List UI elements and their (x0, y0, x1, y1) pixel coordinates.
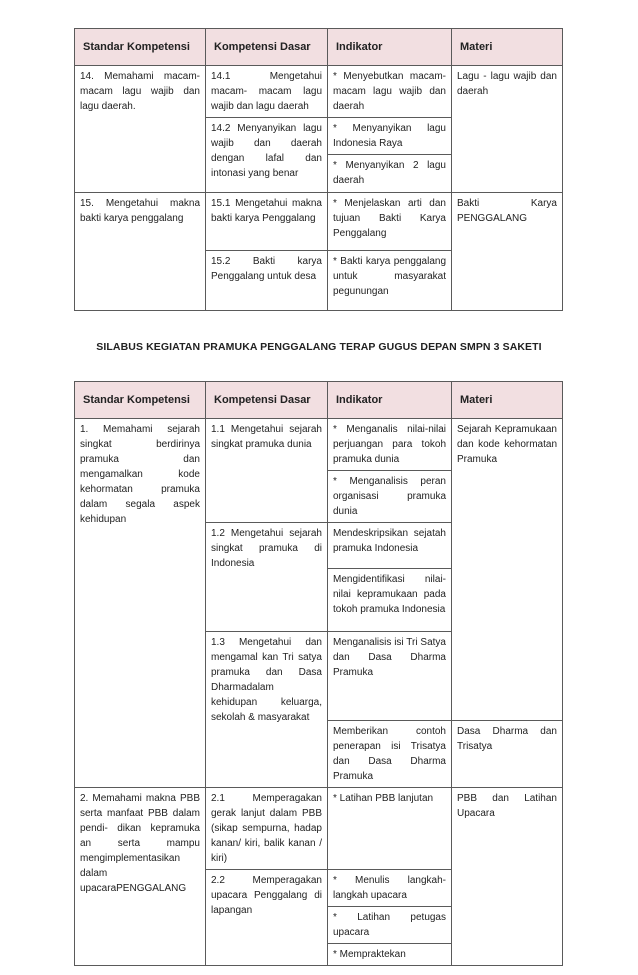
indikator-cell: * Latihan PBB lanjutan (328, 788, 452, 870)
indikator-cell: Mendeskripsikan sejatah pramuka Indonesia (328, 523, 452, 569)
indikator-cell: * Latihan petugas upacara (328, 907, 452, 944)
sk-cell: 1. Memahami sejarah singkat berdirinya pramuka dan mengamalkan kode kehormatan pramuka dalam segala aspek kehidupan (75, 419, 206, 788)
header-materi: Materi (452, 382, 563, 419)
header-standar-kompetensi: Standar Kompetensi (75, 29, 206, 66)
indikator-cell: * Menyanyikan lagu Indonesia Raya (328, 118, 452, 155)
indikator-cell: * Menulis langkah-langkah upacara (328, 870, 452, 907)
sk-cell: 15. Mengetahui makna bakti karya penggalang (75, 193, 206, 311)
indikator-cell: Mengidentifikasi nilai-nilai kepramukaan pada tokoh pramuka Indonesia (328, 569, 452, 632)
syllabus-title: SILABUS KEGIATAN PRAMUKA PENGGALANG TERAP GUGUS DEPAN SMPN 3 SAKETI (96, 341, 542, 353)
materi-cell: Bakti Karya PENGGALANG (452, 193, 563, 311)
materi-cell: PBB dan Latihan Upacara (452, 788, 563, 966)
kd-cell: 15.1 Mengetahui makna bakti karya Penggalang (206, 193, 328, 251)
materi-cell: Lagu - lagu wajib dan daerah (452, 66, 563, 193)
indikator-cell: * Bakti karya penggalang untuk masyarakat pegunungan (328, 251, 452, 311)
sk-cell: 2. Memahami makna PBB serta manfaat PBB dalam pendi- dikan kepramuka an serta mampu mengimplementasikan dalam upacaraPENGGALANG (75, 788, 206, 966)
kd-cell: 1.3 Mengetahui dan mengamal kan Tri satya pramuka dan Dasa Dharmadalam kehidupan keluarga, sekolah & masyarakat (206, 632, 328, 788)
indikator-cell: * Menyanyikan 2 lagu daerah (328, 155, 452, 193)
syllabus-table-2 (74, 381, 563, 966)
kd-cell: 2.2 Memperagakan upacara Penggalang di lapangan (206, 870, 328, 966)
header-materi: Materi (452, 29, 563, 66)
indikator-cell: * Mempraktekan (328, 944, 452, 966)
indikator-cell: Menganalisis isi Tri Satya dan Dasa Dharma Pramuka (328, 632, 452, 721)
kd-cell: 1.2 Mengetahui sejarah singkat pramuka di Indonesia (206, 523, 328, 632)
header-kompetensi-dasar: Kompetensi Dasar (206, 29, 328, 66)
kd-cell: 2.1 Memperagakan gerak lanjut dalam PBB (sikap sempurna, hadap kanan/ kiri, balik kanan / kiri) (206, 788, 328, 870)
kd-cell: 14.1 Mengetahui macam- macam lagu wajib dan lagu daerah (206, 66, 328, 118)
indikator-cell: * Menyebutkan macam- macam lagu wajib dan daerah (328, 66, 452, 118)
kd-cell: 15.2 Bakti karya Penggalang untuk desa (206, 251, 328, 311)
indikator-cell: * Menjelaskan arti dan tujuan Bakti Karya Penggalang (328, 193, 452, 251)
materi-cell: Dasa Dharma dan Trisatya (452, 721, 563, 788)
kd-cell: 14.2 Menyanyikan lagu wajib dan daerah dengan lafal dan intonasi yang benar (206, 118, 328, 193)
indikator-cell: Memberikan contoh penerapan isi Trisatya dan Dasa Dharma Pramuka (328, 721, 452, 788)
indikator-cell: * Menganalis nilai-nilai perjuangan para tokoh pramuka dunia (328, 419, 452, 471)
header-standar-kompetensi: Standar Kompetensi (75, 382, 206, 419)
materi-cell: Sejarah Kepramukaan dan kode kehormatan Pramuka (452, 419, 563, 721)
indikator-cell: * Menganalisis peran organisasi pramuka dunia (328, 471, 452, 523)
syllabus-table-1 (74, 28, 563, 311)
kd-cell: 1.1 Mengetahui sejarah singkat pramuka dunia (206, 419, 328, 523)
header-indikator: Indikator (328, 382, 452, 419)
sk-cell: 14. Memahami macam-macam lagu wajib dan lagu daerah. (75, 66, 206, 193)
header-kompetensi-dasar: Kompetensi Dasar (206, 382, 328, 419)
header-indikator: Indikator (328, 29, 452, 66)
